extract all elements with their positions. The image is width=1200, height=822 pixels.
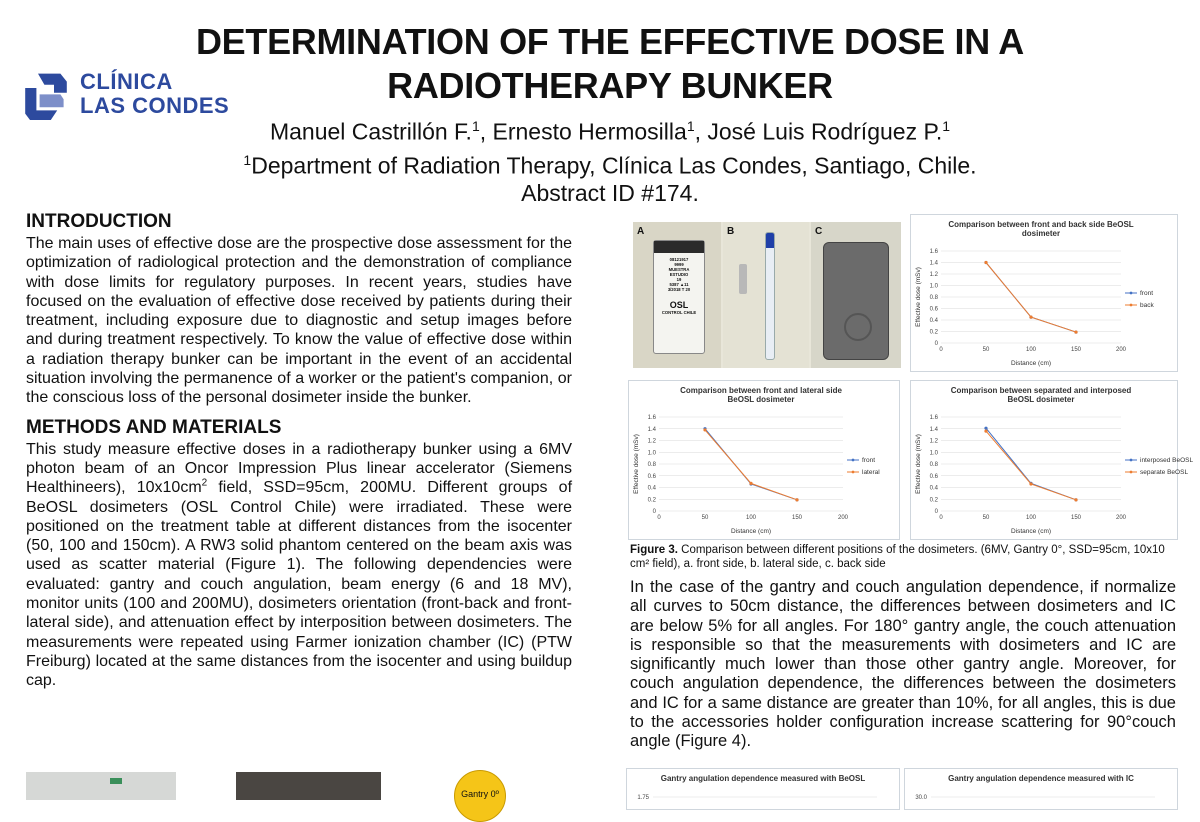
y-tick-label: 1.6 [929, 249, 938, 255]
card-text-2: MUESTRA [668, 267, 690, 272]
x-axis-label: Distance (cm) [730, 528, 772, 535]
figure3-caption-label: Figure 3. [630, 544, 678, 556]
authors-block [140, 112, 1080, 207]
y-tick-label: 0.2 [929, 497, 938, 504]
osl-dosimeter-card [653, 240, 705, 354]
affiliation [140, 146, 1080, 180]
photo-c [811, 222, 901, 368]
legend-label: interposed BeOSL [1140, 457, 1194, 464]
y-tick-label: 1.75 [637, 795, 649, 801]
y-tick-label: 30.0 [915, 795, 927, 801]
y-tick-label: 0 [934, 509, 938, 515]
data-point [795, 498, 798, 501]
legend-marker [1130, 304, 1133, 307]
methods-text-sup: 2 [201, 477, 208, 489]
y-tick-label: 0.6 [647, 473, 656, 480]
y-tick-label: 1.2 [929, 438, 938, 445]
chart-separated-interposed [910, 380, 1194, 540]
y-axis-label: Effective dose (mSv) [915, 434, 922, 494]
chart-title: BeOSL dosimeter [727, 395, 795, 404]
chart-front-back [910, 214, 1178, 372]
methods-text [26, 440, 572, 691]
figure3-caption-text: Comparison between different positions of the dosimeters. (6MV, Gantry 0°, SSD=95cm, 10x10 cm² field), a. front side, b. lateral side, c. back side [630, 544, 1165, 570]
y-axis-label: Effective dose (mSv) [915, 267, 922, 327]
author-1-sup: 1 [471, 118, 480, 134]
author-1: Manuel Castrillón F. [269, 118, 472, 145]
chart-title: Comparison between front and lateral side [680, 386, 842, 395]
x-tick-label: 200 [1115, 347, 1127, 353]
left-column [26, 210, 572, 699]
data-point [1074, 498, 1077, 501]
photo-a [633, 222, 721, 368]
x-tick-label: 0 [657, 515, 661, 521]
author-list: Manuel Castrillón F.$^1$, Ernesto Hermosilla$^1$, José Luis Rodríguez P.$^1$ [269, 118, 951, 145]
card-text-3: ESTUDIO [669, 272, 689, 277]
introduction-heading: INTRODUCTION [26, 211, 172, 232]
photo-label-b: B [727, 226, 735, 237]
logo-line1: CLÍNICA [80, 69, 173, 94]
data-point [984, 261, 987, 264]
results-text: In the case of the gantry and couch angulation dependence, if normalize all curves to 50cm distance, the differences between dosimeters and IC are below 5% for all angles. For 180° gantry angle, the couch attenuation is responsible so that the measurements with dosimeters and IC are significantly much lower than those other gantry angle. Moreover, for couch angulation dependence, the differences between the dosimeters and IC for a same distance are greater than 10%, for all angles, this is due to the accessories holder configuration increase scattering for 90°couch angle (Figure 4). [630, 578, 1176, 751]
gantry-badge-text: Gantry 0º [461, 789, 499, 799]
chart-title: Comparison between front and back side BeOSL [948, 220, 1134, 229]
methods-heading: METHODS AND MATERIALS [26, 416, 282, 438]
chart-front-lateral [628, 380, 900, 540]
data-point [1029, 482, 1032, 485]
figure1-photo-right [236, 772, 381, 800]
dosimeter-photos [633, 222, 901, 368]
y-tick-label: 1.4 [929, 426, 938, 433]
x-tick-label: 100 [1025, 347, 1037, 353]
y-tick-label: 1.2 [929, 272, 938, 278]
legend-label: front [1140, 290, 1154, 297]
chart-title: Gantry angulation dependence measured with BeOSL [660, 774, 866, 783]
title-line1: DETERMINATION OF THE EFFECTIVE DOSE IN A [195, 21, 1025, 62]
y-tick-label: 0.2 [929, 329, 938, 336]
photo-label-a: A [637, 226, 645, 237]
chart-title: Gantry angulation dependence measured with IC [948, 774, 1134, 783]
legend-marker [1130, 292, 1133, 295]
x-axis-label: Distance (cm) [1010, 528, 1052, 535]
clinica-las-condes-logo [22, 64, 70, 128]
dosimeter-chip [739, 264, 747, 294]
author-2-sup: 1 [686, 118, 695, 134]
y-tick-label: 0.2 [647, 497, 656, 504]
card-text [654, 253, 704, 315]
y-tick-label: 1.0 [929, 283, 938, 290]
figure3-caption [630, 543, 1176, 571]
card-text-1: 9999 [674, 262, 684, 267]
logo-line2: LAS CONDES [80, 93, 230, 118]
methods-text-part2: field, SSD=95cm, 200MU. Different groups of BeOSL dosimeters (OSL Control Chile) were irradiated. These were positioned on the treatment table at different distances from the isocenter (50, 100 and 150cm). A RW3 solid phantom centered on the beam axis was used as scatter material (Figure 1). The following dependencies were evaluated: gantry and couch angulation, beam energy (6 and 18 MV), monitor units (100 and 200MU), dosimeters orientation (front-back and front-lateral side), and attenuation effect by interposition between dosimeters. The measurements were repeated using Farmer ionization chamber (IC) (PTW Freiburg) located at the same distances from the isocenter and using buildup cap. [26, 479, 573, 690]
x-tick-label: 200 [837, 515, 849, 521]
y-tick-label: 0.8 [647, 462, 656, 468]
data-point [984, 430, 987, 433]
author-3: José Luis Rodríguez P. [707, 118, 943, 145]
y-tick-label: 1.4 [647, 426, 656, 433]
holder-ring [844, 313, 872, 341]
data-point [1029, 316, 1032, 319]
chart-title: Comparison between separated and interposed [950, 386, 1132, 395]
y-tick-label: 0.8 [929, 462, 938, 468]
y-tick-label: 0.4 [929, 318, 938, 324]
x-tick-label: 150 [1070, 515, 1082, 521]
x-tick-label: 150 [791, 515, 803, 521]
x-tick-label: 50 [982, 515, 990, 521]
legend-marker [852, 471, 855, 474]
x-tick-label: 100 [745, 515, 757, 521]
chart-title: dosimeter [1021, 229, 1061, 238]
data-point [703, 428, 706, 431]
affiliation-sup: 1 [243, 151, 252, 168]
card-text-7: OSL [669, 300, 689, 310]
legend-label: front [862, 457, 876, 464]
y-tick-label: 0 [652, 509, 656, 515]
legend-label: separate BeOSL [1140, 469, 1189, 476]
y-tick-label: 1.0 [929, 450, 938, 457]
y-tick-label: 1.6 [647, 415, 656, 421]
x-tick-label: 100 [1025, 515, 1037, 521]
chart-title: BeOSL dosimeter [1007, 395, 1075, 404]
photo-b [723, 222, 809, 368]
y-tick-label: 0.4 [929, 485, 938, 492]
abstract-id: Abstract ID #174. [521, 180, 699, 207]
x-tick-label: 200 [1115, 515, 1127, 521]
y-tick-label: 0.4 [647, 485, 656, 492]
photo-label-c: C [815, 226, 823, 237]
card-text-5: 5387 ▲11 [669, 282, 689, 287]
poster-title [140, 20, 1080, 108]
legend-label: back [1140, 302, 1154, 309]
y-tick-label: 0.6 [929, 306, 938, 313]
photo-marker [110, 778, 122, 784]
author-2: Ernesto Hermosilla [492, 118, 687, 145]
y-tick-label: 0 [934, 341, 938, 347]
x-tick-label: 50 [701, 515, 709, 521]
y-tick-label: 1.0 [647, 450, 656, 457]
legend-marker [1130, 459, 1133, 462]
figure1-photo-left [26, 772, 176, 800]
affiliation-text: Department of Radiation Therapy, Clínica Las Condes, Santiago, Chile. [251, 152, 977, 179]
y-tick-label: 1.2 [647, 438, 656, 445]
introduction-text: The main uses of effective dose are the prospective dose assessment for the optimization of radiological protection and the demonstration of compliance with dose limits for regulatory purposes. In recent years, studies have focused on the evaluation of effective dose received by patients during their treatment, including exposure due to diagnostic and setup images before and during treatment respectively. To know the value of effective dose within a radiation therapy bunker can be important in the event of an accidental situation involving the permanence of a worker or the patient's companion, or the conscious loss of the personal dosimeter inside the bunker. [26, 235, 572, 407]
y-tick-label: 0.6 [929, 473, 938, 480]
data-point [1074, 330, 1077, 333]
series-line-1 [986, 431, 1076, 500]
card-text-6: 3/2018 T 20 [667, 287, 691, 292]
card-text-8: CONTROL CHILE [661, 310, 697, 315]
title-line2: RADIOTHERAPY BUNKER [387, 65, 833, 106]
pen [765, 232, 775, 360]
x-tick-label: 0 [939, 347, 943, 353]
legend-label: lateral [862, 469, 880, 476]
y-tick-label: 0.8 [929, 295, 938, 301]
y-tick-label: 1.4 [929, 260, 938, 267]
chart-gantry-ic [904, 768, 1178, 810]
x-tick-label: 50 [982, 347, 990, 353]
x-tick-label: 0 [939, 515, 943, 521]
author-3-sup: 1 [942, 118, 951, 134]
y-axis-label: Effective dose (mSv) [633, 434, 640, 494]
x-tick-label: 150 [1070, 347, 1082, 353]
card-strip [654, 241, 704, 253]
x-axis-label: Distance (cm) [1010, 360, 1052, 367]
chart-gantry-beosl [626, 768, 900, 810]
data-point [749, 482, 752, 485]
card-text-0: 08121917 [669, 257, 689, 262]
legend-marker [852, 459, 855, 462]
card-text-4: 19 [676, 277, 682, 282]
gantry-badge [454, 770, 506, 822]
legend-marker [1130, 471, 1133, 474]
y-tick-label: 1.6 [929, 415, 938, 421]
data-point [984, 427, 987, 430]
methods-text-part1: This study measure effective doses in a radiotherapy bunker using a 6MV photon beam of an Oncor Impression Plus linear accelerator (Siemens Healthineers), 10x10cm [26, 440, 572, 497]
dosimeter-holder [823, 242, 889, 360]
